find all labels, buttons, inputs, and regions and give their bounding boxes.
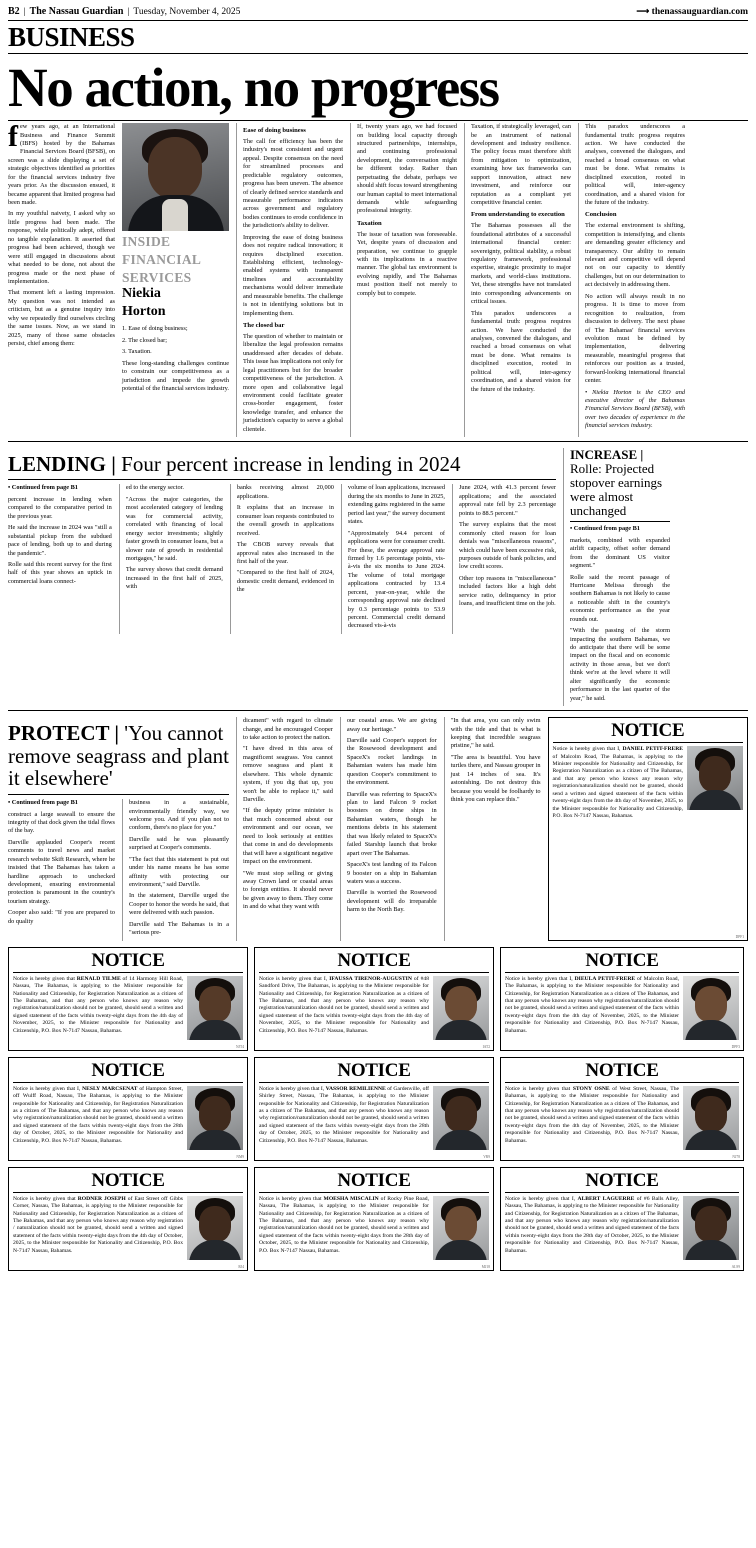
notice-text-pre: Notice is hereby given that I, <box>13 1085 83 1092</box>
notice-text-post: of Malcolm Road, The Bahamas, is applying to the Minister responsible for Nationality and Citizenship, for Registration Naturalization as a citizen of The Bahamas, and that any person who knows any reason why registration/naturalization should not be granted, should send a written and signed statement of the facts within twenty-eight days from the 4th day of November, 2025, to the Minister responsible for Nationality and Citizenship, P.O. Box N-7147 Nassau, Bahamas. <box>505 975 680 1034</box>
notice-title: NOTICE <box>337 1169 411 1191</box>
portrait-face <box>695 1206 727 1242</box>
lead-paragraph: This paradox underscores a fundamental truth: progress requires action. We have conducted the analyses, convened the dialogues, and reached a broad consensus on what must be done. What remains is disciplined execution, rooted in political will, inter-agency coordination, and a shared vision for the future of the industry. <box>471 309 571 393</box>
section-rule <box>8 53 748 54</box>
protect-paragraph: "If the deputy prime minister is that much concerned about our environment and our ocean, we need to look seriously at entities that come in and do developments that will have a significant negative impact on the environment. <box>243 807 333 866</box>
headline-rule <box>8 120 748 121</box>
notice-portrait-photo <box>433 1086 489 1150</box>
portrait-face <box>699 756 731 792</box>
notice-text <box>13 1086 183 1150</box>
lead-article <box>8 120 748 437</box>
notice-text-pre: Notice is hereby given that <box>505 1085 573 1092</box>
subhead-ease-of-doing-business: Ease of doing business <box>243 127 306 135</box>
notice-text-post: of #6 Balls Alley, Nassau, The Bahamas, is applying to the Minister responsible for Nationality and Citizenship, for Registration Naturalization as a citizen of The Bahamas, and that any person who knows any reason why registration/naturalization should not be granted, should send a written and signed statement of the facts within twenty-eight days from the 28th day of October, 2025, to the Minister responsible for Nationality and Citizenship, P.O. Box N-7147 Nassau, Bahamas. <box>505 1195 680 1254</box>
portrait-shirt <box>162 199 188 231</box>
notices-section <box>8 947 748 1271</box>
portrait-face <box>148 137 202 199</box>
notice-card[interactable] <box>548 717 748 941</box>
arrow-icon: ⟶ <box>636 6 650 16</box>
notice-divider <box>553 742 743 743</box>
notice-text <box>13 976 183 1040</box>
notice-text-pre: Notice is hereby given that I, <box>505 975 575 982</box>
protect-rule <box>8 794 229 795</box>
notice-text-pre: Notice is hereby given that I, <box>552 746 623 753</box>
notices-row <box>8 947 748 1051</box>
portrait-face <box>199 1096 231 1132</box>
notice-card[interactable] <box>254 947 494 1051</box>
notice-reference-code: IAT2 <box>482 1044 490 1049</box>
notice-text <box>505 976 679 1040</box>
lending-paragraph: volume of loan applications, increased during the six months to June in 2025, extending gains registered in the same period last year," the survey document states. <box>347 484 445 526</box>
lending-column-3 <box>230 484 334 633</box>
protect-paragraph: dicament" with regard to climate change, and he encouraged Cooper to take action to protect the nation. <box>243 717 333 741</box>
notice-title: NOTICE <box>337 1059 411 1081</box>
portrait-face <box>445 1206 477 1242</box>
notice-reference-code: NM9 <box>236 1154 244 1159</box>
publication-date: Tuesday, November 4, 2025 <box>133 7 241 17</box>
protect-headline <box>8 722 229 790</box>
subhead-from-understanding-to-execution: From understanding to execution <box>471 211 565 219</box>
notice-portrait-photo <box>683 1196 739 1260</box>
lending-paragraph: "Compared to the first half of 2024, domestic credit demand, evidenced in the <box>236 569 334 594</box>
notice-subject-name: RODNER JOSEPH <box>77 1195 126 1202</box>
website-url-block[interactable] <box>636 6 748 17</box>
notice-text-pre: Notice is hereby given that <box>13 1195 78 1202</box>
lending-column-5 <box>452 484 556 633</box>
portrait-body <box>435 1130 487 1150</box>
notices-row <box>8 1167 748 1271</box>
notice-text-pre: Notice is hereby given that <box>13 975 77 982</box>
notice-subject-name: RENALD TILME <box>76 975 121 982</box>
notice-reference-code: AL99 <box>731 1264 740 1269</box>
protect-paragraph: our coastal areas. We are giving away our heritage." <box>346 717 437 733</box>
lending-paragraph: The survey shows that credit demand increased in the first half of 2025, with <box>125 566 223 591</box>
lending-paragraph: Rolle said this recent survey for the first half of this year shows an uptick in commercial loans connect- <box>8 560 112 585</box>
lead-paragraph: Improving the ease of doing business does not require radical innovation; it requires disciplined execution. Establishing efficient, technology-enabled systems with transparent timelines and accountability mechanisms would deliver immediate and measurable benefits. The challenge is not in identifying solutions but in implementing them. <box>243 233 343 317</box>
notice-title: NOTICE <box>91 949 165 971</box>
lending-paragraph: It explains that an increase in consumer loan requests contributed to the overall growth in applications received. <box>236 504 334 537</box>
portrait-body <box>685 1240 737 1260</box>
increase-paragraph: markets, combined with expanded airlift capacity, offset softer demand from the dominant US visitor segment." <box>570 536 670 570</box>
notice-reference-code: NJT4 <box>236 1044 244 1049</box>
subhead-conclusion: Conclusion <box>585 211 617 219</box>
notice-portrait-photo <box>187 1086 243 1150</box>
notice-title: NOTICE <box>585 1169 659 1191</box>
notice-card[interactable] <box>8 947 248 1051</box>
notice-reference-code: DPF1 <box>735 934 744 939</box>
notices-row <box>8 1057 748 1161</box>
notice-subject-name: DIEULA PETIT-FRERE <box>574 975 636 982</box>
lending-paragraph: ed to the energy sector. <box>125 484 184 492</box>
protect-paragraph: SpaceX's test landing of its Falcon 9 booster on a ship in Bahamian waters was a success. <box>346 861 437 885</box>
protect-paragraph: business in a sustainable, environmentally friendly way, we welcome you. And if you plan not to conform, there's no place for you." <box>129 799 229 832</box>
lead-column-3 <box>236 123 343 437</box>
lending-paragraph: The survey explains that the most commonly cited reason for loan denials was "miscellaneous reasons", which could have been excessive risk, purposes outside of bank policies, and low credit scores. <box>458 521 557 571</box>
portrait-body <box>685 1130 737 1150</box>
notice-divider <box>505 1082 739 1083</box>
notice-text-post: of #48 Sandford Drive, The Bahamas, is applying to the Minister responsible for Nationality and Citizenship, for Registration Naturalization as a citizen of The Bahamas, and that any person who knows any reason why registration/naturalization should not be granted, should send a written and signed statement of the facts within twenty-eight days from the 4th day of November, 2025, to the Minister responsible for Nationality and Citizenship, P.O. Box N-7147 Nassau, Bahamas. <box>259 975 429 1034</box>
lending-rule <box>8 479 556 480</box>
increase-headline <box>570 448 670 518</box>
notice-divider <box>259 972 489 973</box>
lending-column-4 <box>341 484 445 633</box>
protect-paragraph: Darville is worried the Rosewood development will do irreparable harm to the North Bay. <box>346 889 437 914</box>
portrait-face <box>445 1096 477 1132</box>
column-brand-line-2: FINANCIAL <box>122 251 202 267</box>
notice-divider <box>259 1192 489 1193</box>
notice-divider <box>259 1082 489 1083</box>
notice-subject-name: STONY OSNE <box>572 1085 610 1092</box>
notice-reference-code: NJ78 <box>732 1154 740 1159</box>
lending-paragraph: percent increase in lending when compared to the comparative period in the previous year. <box>8 495 112 520</box>
notice-text <box>505 1196 679 1260</box>
lending-bottom-rule <box>8 710 748 711</box>
portrait-body <box>435 1020 487 1040</box>
increase-kicker: INCREASE | <box>570 447 644 463</box>
notice-text <box>505 1086 679 1150</box>
protect-paragraph: Darville said he was pleasantly surprised at Cooper's comments. <box>129 835 229 852</box>
increase-rule <box>570 521 670 522</box>
notice-card[interactable] <box>500 947 744 1051</box>
notice-text <box>259 1086 429 1150</box>
lead-paragraph: If, twenty years ago, we had focused on building local capacity through structured partnerships, internships, and continuing professional development, the conversation might be different today. Rather than perpetuating the debate, perhaps we should shift focus toward strengthening our human capital to meet international demands while safeguarding professional integrity. <box>357 123 457 215</box>
notice-title: NOTICE <box>585 1059 659 1081</box>
page-number: B2 <box>8 6 20 17</box>
protect-paragraph: construct a large seawall to ensure the integrity of that dock given the tidal flows of the bay. <box>8 810 115 835</box>
author-last-name: Horton <box>122 303 166 319</box>
protect-continued-line: • Continued from page B1 <box>8 799 78 807</box>
author-box <box>122 123 229 437</box>
protect-column-5 <box>444 717 541 941</box>
protect-column-1 <box>8 799 115 941</box>
lead-paragraph: The call for efficiency has been the industry's most consistent and urgent appeal. Despite consensus on the need for streamlined processes and predictable regulatory outcomes, progress has been uneven. The absence of clearly defined service standards and measurable performance indicators across government and regulatory bodies continues to erode confidence in the jurisdiction's ability to deliver. <box>243 137 343 230</box>
notice-subject-name: DANIEL PETIT-FRERE <box>622 746 683 753</box>
notice-text-pre: Notice is hereby given that I, <box>259 1085 326 1092</box>
masthead <box>8 6 748 20</box>
notice-divider <box>505 1192 739 1193</box>
lead-paragraph: That moment left a lasting impression. My question was not intended as criticism, but as a genuine inquiry into why we repeatedly find ourselves circling the same issues. Now, as we stand in 2025, many of those same obstacles persist, chief among them: <box>8 289 115 348</box>
lending-kicker: LENDING | <box>8 452 116 477</box>
portrait-body <box>685 1020 737 1040</box>
notice-subject-name: IFAUSSA TIRENOR-AUGUSTIN <box>329 975 412 982</box>
lead-column-5 <box>464 123 571 437</box>
protect-paragraph: Cooper also said: "If you are prepared to do quality <box>8 909 115 925</box>
notice-portrait-photo <box>187 1196 243 1260</box>
notice-text <box>553 746 683 820</box>
notice-portrait-photo <box>687 746 743 810</box>
portrait-body <box>689 790 741 810</box>
author-photo <box>122 123 229 231</box>
notice-subject-name: VASSOR REMILIENNE <box>325 1085 386 1092</box>
increase-paragraph: "With the passing of the storm impacting the southern Bahamas, we do anticipate that there will be some impact on the fiscal and on economic activity in those areas, but we don't think we're at the level where it will alter significantly the economic performance in the last quarter of the year," he said. <box>570 627 670 702</box>
notice-portrait-photo <box>187 976 243 1040</box>
lead-paragraph: The Bahamas possesses all the foundational attributes of a successful international financial center: sovereignty, political stability, a robust regulatory framework, professional expertise, strategic proximity to major markets, and world-class institutions. Yet, these strengths have not translated into corresponding advancements on critical issues. <box>471 222 571 306</box>
publication-name: The Nassau Guardian <box>29 6 124 17</box>
notice-title: NOTICE <box>585 949 659 971</box>
masthead-left <box>8 6 240 17</box>
protect-paragraph: "The area is beautiful. You have turtles there, and Nassau grouper in just 14 inches of sea. It's astonishing. Do not destroy this because you would be foolhardy to think you can replace this." <box>450 753 541 804</box>
notice-card[interactable] <box>8 1167 248 1271</box>
lead-bottom-rule <box>8 441 748 442</box>
protect-headline-rest: 'You cannot remove seagrass and plant it elsewhere' <box>8 721 230 791</box>
portrait-face <box>199 986 231 1022</box>
notice-reference-code: DPF3 <box>731 1044 740 1049</box>
website-url: thenassauguardian.com <box>651 7 748 17</box>
notice-text <box>13 1196 183 1260</box>
notice-title: NOTICE <box>337 949 411 971</box>
notice-text-post: of Gardenville, off Shirley Street, Nassau, The Bahamas, is applying to the Minister responsible for Nationality and Citizenship, for Registration Naturalization as a citizen of The Bahamas, and that any person who knows any reason why registration/naturalization should not be granted, should send a written and signed statement of the facts within twenty-eight days from the 28th day of October, 2025, to the Minister responsible for Nationality and Citizenship, P.O. Box N-7147 Nassau, Bahamas. <box>259 1085 430 1144</box>
notice-card[interactable] <box>500 1057 744 1161</box>
lead-paragraph: The external environment is shifting, competition is intensifying, and clients are demanding greater efficiency and transparency. Our ability to remain relevant and competitive will depend not on our capacity to identify challenges, but on our determination to act decisively in addressing them. <box>585 222 685 289</box>
lead-column-6 <box>578 123 685 437</box>
notice-title: NOTICE <box>91 1059 165 1081</box>
section-title: BUSINESS <box>8 22 135 52</box>
notice-card[interactable] <box>254 1167 494 1271</box>
notice-title: NOTICE <box>91 1169 165 1191</box>
portrait-face <box>695 986 727 1022</box>
lead-paragraph: Taxation, if strategically leveraged, can be an instrument of national development and industry resilience. The policy focus must therefore shift from mitigation to optimization, examining how tax frameworks can support innovation, attract new investment, and reinforce our reputation as a compliant yet competitive financial center. <box>471 123 571 207</box>
protect-kicker: PROTECT | <box>8 721 120 746</box>
protect-paragraph: In the statement, Darville urged the Cooper to honor the words he said, that were delivered with such passion. <box>129 892 229 917</box>
notice-subject-name: MOESHA MISCALIN <box>323 1195 379 1202</box>
lead-list-item: 1. Ease of doing business; <box>122 325 188 333</box>
protect-column-2 <box>122 799 229 941</box>
protect-paragraph: Darville said The Bahamas is in a "serious pre- <box>129 920 229 937</box>
lending-headline-rest: Four percent increase in lending in 2024 <box>121 452 461 477</box>
notice-text-post: of 14 Harmony Hill Road, Nassau, The Bahamas, is applying to the Minister responsible for Nationality and Citizenship, for Registration Naturalization as a citizen of The Bahamas, and that any person who knows any reason why registration/naturalization should not be granted, should send a written and signed statement of the facts within twenty-eight days from the 4th day of November, 2025, to the Minister responsible for Nationality and Citizenship, P.O. Box N-7147 Nassau, Bahamas. <box>13 975 183 1034</box>
lending-paragraph: He said the increase in 2024 was "still a substantial pickup from the subdued pace of lending, both up to and during the pandemic". <box>8 524 112 557</box>
column-brand-line-3: SERVICES <box>122 269 192 285</box>
increase-continued-line: • Continued from page B1 <box>570 525 640 533</box>
column-brand-line-1: INSIDE <box>122 234 171 250</box>
portrait-face <box>199 1206 231 1242</box>
lead-column-4 <box>350 123 457 437</box>
lending-paragraph: "Across the major categories, the most accelerated category of lending was for commercial activity, correlated with financing of local energy sector investments; slightly faster growth in consumer loans, but a slower rate of growth in residential mortgages," he said. <box>125 495 223 562</box>
lending-column-1 <box>8 484 112 633</box>
notice-text-post: of Hampton Street, off Wulff Road, Nassau, The Bahamas, is applying to the Minister responsible for Nationality and Citizenship, for Registration Naturalization as a citizen of The Bahamas, and that any person who knows any reason why registration/naturalization should not be granted, should send a written and signed statement of the facts within twenty-eight days from the 28th day of October, 2025, to the Minister responsible for Nationality and Citizenship, P.O. Box N-7147 Nassau, Bahamas. <box>13 1085 183 1144</box>
notice-card[interactable] <box>8 1057 248 1161</box>
notice-text-pre: Notice is hereby given that <box>259 1195 324 1202</box>
lending-paragraph: The CBOB survey reveals that approval rates also increased in the first half of the year. <box>236 541 334 565</box>
notice-text <box>259 976 429 1040</box>
notice-text <box>259 1196 429 1260</box>
notice-reference-code: VR9 <box>483 1154 490 1159</box>
notice-divider <box>505 972 739 973</box>
increase-body <box>570 525 670 703</box>
notice-portrait-photo <box>433 1196 489 1260</box>
increase-paragraph: Rolle said the recent passage of Hurricane Melissa through the southern Bahamas is not likely to cause a noticeable shift in the country's economic performance as the year rounds out. <box>570 573 670 623</box>
portrait-body <box>189 1240 241 1260</box>
protect-column-3 <box>236 717 333 941</box>
lending-paragraph: banks receiving almost 20,000 applications. <box>236 484 334 500</box>
protect-paragraph: "We must stop selling or giving away Crown land or coastal areas to foreign entities. It should never be given away to them. They come in and do what they want with <box>243 869 333 911</box>
portrait-body <box>189 1130 241 1150</box>
lending-section <box>8 448 748 706</box>
protect-section <box>8 717 748 941</box>
notice-divider <box>13 972 243 973</box>
lead-paragraph: The issue of taxation was foreseeable. Yet, despite years of discussion and preparation, we continue to grapple with its implications in a reactive manner. The global tax environment is evolving rapidly, and The Bahamas must position itself not merely to comply but to compete. <box>357 230 457 297</box>
masthead-separator-1: | <box>23 7 26 17</box>
lead-paragraph-continued: This paradox underscores a fundamental truth: progress requires action. We have conducted the analyses, convened the dialogues, and reached a broad consensus on what must be done. What remains is disciplined execution, rooted in political will, inter-agency coordination, and a shared vision for the future of the industry. <box>585 123 685 207</box>
notice-portrait-photo <box>683 1086 739 1150</box>
lending-continued-line: • Continued from page B1 <box>8 484 78 492</box>
lead-list-item: 2. The closed bar; <box>122 336 167 344</box>
lead-paragraph: The question of whether to maintain or liberalize the legal profession remains unaddressed after decades of debate. This issue has implications not only for legal practitioners but for the broader competitiveness of the jurisdiction. A more open and collaborative legal environment could facilitate greater cross-border engagement, foster knowledge transfer, and enhance the jurisdiction's capacity to serve a global clientele. <box>243 332 343 433</box>
notice-card[interactable] <box>500 1167 744 1271</box>
notice-title: NOTICE <box>611 720 685 742</box>
protect-paragraph: "The fact that this statement is put out under his name means he has some affinity with protecting our environment," said Darville. <box>129 855 229 889</box>
protect-paragraph: Darville was referring to SpaceX's plan to land Falcon 9 rocket boosters on drone ships in Bahamian waters, though he mentions debris in his statement that was likely related to SpaceX's failed Starship launch that broke apart over The Bahamas. <box>346 790 437 857</box>
notice-portrait-photo <box>683 976 739 1040</box>
masthead-separator-2: | <box>127 7 130 17</box>
notice-portrait-photo <box>433 976 489 1040</box>
protect-paragraph: "In that area, you can only swim with the tide and that is what is keeping that incredible seagrass pristine," he said. <box>450 717 541 750</box>
protect-paragraph: Darville said Cooper's support for the Rosewood development and SpaceX's rocket landings in Bahamian waters has made him question Cooper's commitment to the environment. <box>346 736 437 787</box>
protect-paragraph: "I have dived in this area of magnificent seagrass. You cannot remove seagrass and plant it elsewhere. This whole dynamic system, if you dig that up, you won't be able to replace it," said Darville. <box>243 745 333 804</box>
protect-column-4 <box>340 717 437 941</box>
notice-text-pre: Notice is hereby given that I, <box>259 975 330 982</box>
portrait-face <box>695 1096 727 1132</box>
notice-subject-name: ALBERT LAGUERRE <box>577 1195 635 1202</box>
notice-text-pre: Notice is hereby given that I, <box>505 1195 578 1202</box>
lead-paragraph: few years ago, at an International Business and Finance Summit (IBFS) hosted by the Bahamas Financial Services Board (BFSB), on screen was a slide displaying a set of strategic objectives identified as priorities for the financial services industry five years prior. As the discussion ensued, it became apparent that limited progress had been made. <box>8 120 115 207</box>
lending-paragraph: June 2024, with 41.3 percent fewer applications; and the associated approval rate fell by 2.3 percentage points to 88.5 percent." <box>458 484 557 517</box>
portrait-body <box>189 1020 241 1040</box>
notice-reference-code: MJ18 <box>481 1264 490 1269</box>
lending-paragraph: Other top reasons in "miscellaneous" included factors like a high debt service ratio, delinquency in prior loans, and insufficient time on the job. <box>458 574 557 608</box>
increase-headline-rest: Rolle: Projected stopover earnings were almost unchanged <box>570 461 663 519</box>
notice-reference-code: RJ4 <box>238 1264 244 1269</box>
notice-text-post: of Malcolm Road, The Bahamas, is applying to the Minister responsible for Nationality and Citizenship, for Registration Naturalization as a citizen of The Bahamas, and that any person who knows any reason why registration/naturalization should not be granted, should send a written and signed statement of the facts within twenty-eight days from the 4th day of November, 2025, to the Minister responsible for Nationality and Citizenship, P.O. Box N-7147 Nassau, Bahamas. <box>552 753 683 820</box>
notice-text-post: of East Street off Gibbs Corner, Nassau, The Bahamas, is applying to the Minister responsible for Nationality and Citizenship, for Registration Naturalization as a citizen of The Bahamas, and that any person who knows any reason why registration / naturalization should not be granted, should send a written and signed statement of the facts within twenty-eight days from the 4th day of October, 2025, to the Minister responsible for Nationality and Citizenship, P.O. Box N-7147 Nassau, Bahamas. <box>13 1195 183 1254</box>
lead-list-item: 3. Taxation. <box>122 348 152 356</box>
portrait-face <box>445 986 477 1022</box>
lending-column-2 <box>119 484 223 633</box>
portrait-body <box>435 1240 487 1260</box>
lead-paragraph: No action will always result in no progress. It is time to move from recognition to realization, from discussion to delivery. The next phase of The Bahamas' financial services evolution must be defined by implementation, delivering measurable, meaningful progress that reinforces our position as a trusted, forward-looking international financial center. <box>585 292 685 385</box>
notice-divider <box>13 1082 243 1083</box>
notice-subject-name: NESLY MARCSENAT <box>82 1085 138 1092</box>
lead-paragraph: These long-standing challenges continue to constrain our competitiveness as a jurisdiction and impede the growth potential of the financial services industry. <box>122 359 229 393</box>
notice-text-post: of West Street, Nassau, The Bahamas, is applying to the Minister responsible for Nationality and Citizenship, for Registration Naturalization as a citizen of The Bahamas, and that any person who knows any reason why registration/naturalization should not be granted, should send a written and signed statement of the facts within twenty-eight days from the 4th day of November, 2025, to the Minister responsible for Nationality and Citizenship, P.O. Box N-7147 Nassau, Bahamas. <box>505 1085 679 1144</box>
author-bio: • Niekia Horton is the CEO and executive director of the Bahamas Financial Services Board (BFSB), with over two decades of experience in the financial services industry. <box>585 388 685 430</box>
lead-column-1 <box>8 120 115 437</box>
increase-sidebar <box>563 448 670 706</box>
lending-headline <box>8 453 556 475</box>
subhead-taxation: Taxation <box>357 219 382 227</box>
lead-paragraph: In my youthful naivety, I asked why so little progress had been made. The response, while politically adept, offered no tangible explanation. It asserted that progress had been achieved, though we were still engaged in discussions about what needed to be done, not about the progress made or the next phase of implementation. <box>8 210 115 285</box>
subhead-closed-bar: The closed bar <box>243 322 285 330</box>
lending-paragraph: "Approximately 94.4 percent of applications were for consumer credit. For these, the average approval rate firmed by 1.6 percentage points, vis-à-vis the six months to June 2024. The volume of total mortgage applications contracted by 13.4 percent, year-on-year, while the corresponding approval rate declined by 0.3 percentage points to 53.9 percent. Commercial credit demand decreased vis-à-vis <box>347 529 445 630</box>
page-title: No action, no progress <box>8 57 499 118</box>
notice-card[interactable] <box>254 1057 494 1161</box>
lead-column-2-text <box>122 325 229 393</box>
protect-paragraph: Darville applauded Cooper's recent comments to travel news and market research website Skift Research, where he insisted that The Bahamas has taken a hardline approach to unchecked development, ensuring environmental protection is paramount in the country's tourism strategy. <box>8 838 115 905</box>
notice-divider <box>13 1192 243 1193</box>
notice-text-post: of Rocky Pine Road, Nassau, The Bahamas, is applying to the Minister responsible for Nationality and Citizenship, for Registration Naturalization as a citizen of The Bahamas, and that any person who knows any reason why registration/naturalization should not be granted, should send a written and signed statement of the facts within twenty-eight days from the 28th day of October, 2025, to the Minister responsible for Nationality and Citizenship, P.O. Box N-7147 Nassau, Bahamas. <box>259 1195 429 1254</box>
author-first-name: Niekia <box>122 286 161 302</box>
